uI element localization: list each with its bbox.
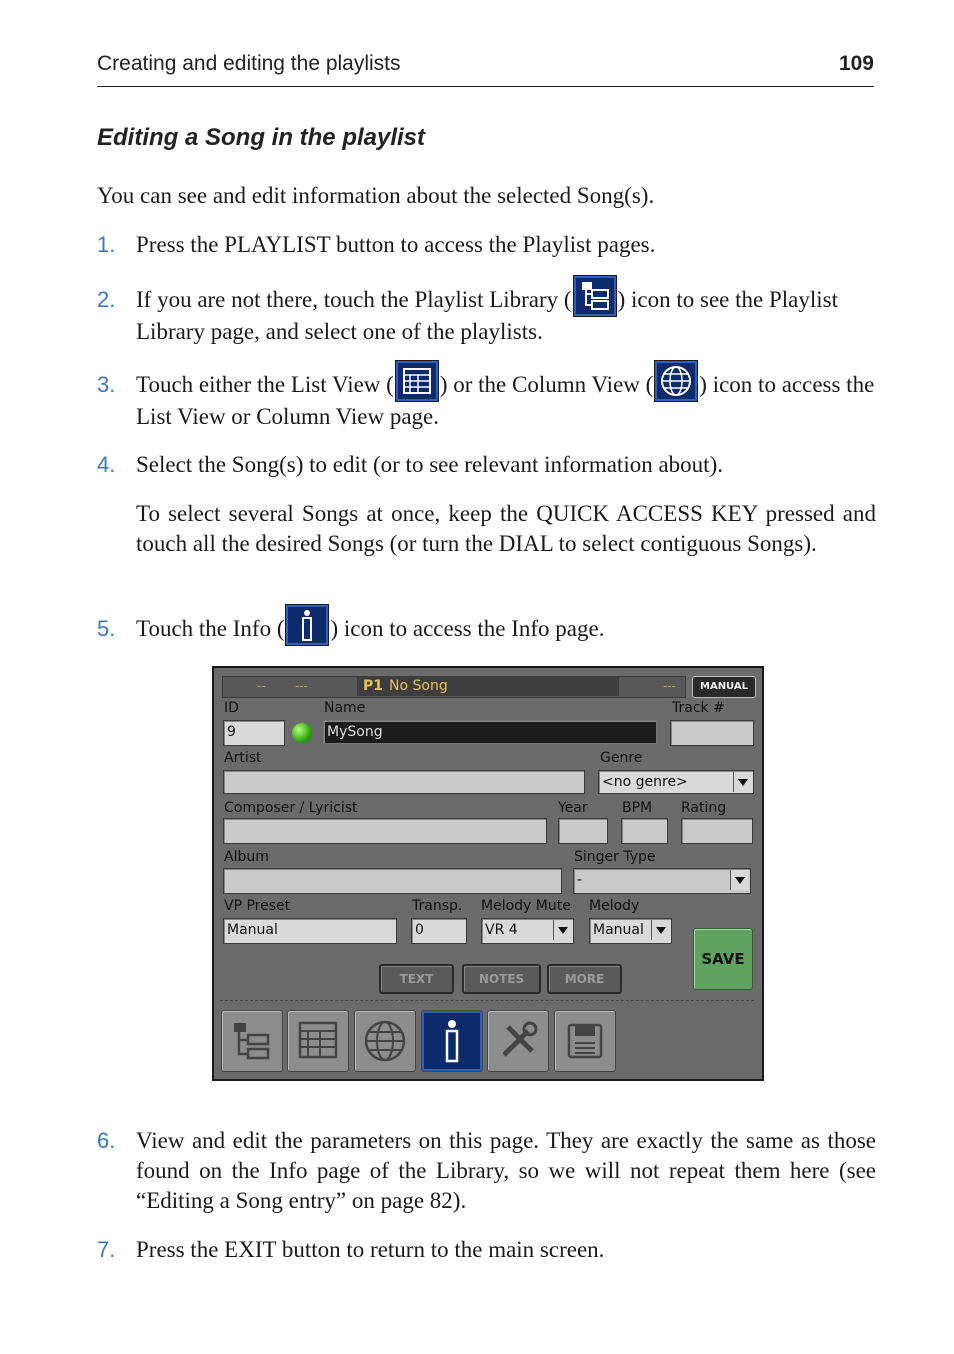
artist-label: Artist [224, 750, 262, 766]
track-label: Track # [672, 700, 725, 716]
transp-field[interactable]: 0 [411, 918, 467, 944]
info-icon [285, 604, 329, 646]
step-text: Press the EXIT button to return to the main screen. [136, 1237, 605, 1262]
info-icon[interactable] [421, 1010, 483, 1072]
save-disk-icon[interactable] [554, 1010, 616, 1072]
mode-badge[interactable]: MANUAL [692, 676, 756, 698]
melody-select[interactable] [589, 918, 672, 944]
playlist-library-icon[interactable] [221, 1010, 283, 1072]
album-label: Album [224, 849, 269, 865]
year-label: Year [558, 800, 588, 816]
step-number: 7. [97, 1237, 116, 1262]
step-text-part: ) icon to see the Playlist Library page, and select one of the playlists. [136, 287, 838, 344]
step-text-part: ) icon to access the Info page. [330, 616, 605, 641]
step-text: Press the PLAYLIST button to access the Playlist pages. [136, 232, 656, 257]
intro-paragraph: You can see and edit information about the selected Song(s). [97, 183, 655, 208]
transp-label: Transp. [412, 898, 463, 914]
step-number: 1. [97, 232, 116, 257]
column-view-icon [654, 360, 698, 402]
singer-type-label: Singer Type [574, 849, 656, 865]
name-field[interactable]: MySong [323, 720, 657, 744]
text-button[interactable]: TEXT [379, 964, 454, 994]
list-view-icon[interactable] [287, 1010, 349, 1072]
step-text [136, 614, 876, 646]
genre-select[interactable] [598, 770, 754, 794]
section-title: Editing a Song in the playlist [97, 124, 426, 151]
step-number: 5. [97, 616, 116, 641]
id-label: ID [224, 700, 239, 716]
step-text [136, 285, 876, 347]
melody-mute-label: Melody Mute [481, 898, 571, 914]
status-segment: --- [663, 679, 676, 693]
composer-label: Composer / Lyricist [224, 800, 358, 816]
step-number: 2. [97, 287, 116, 312]
song-name: No Song [389, 678, 448, 694]
step-number: 6. [97, 1128, 116, 1153]
step-number: 3. [97, 372, 116, 397]
status-segment: --- [295, 679, 308, 693]
save-button[interactable]: SAVE [693, 928, 753, 990]
notes-button[interactable]: NOTES [462, 964, 541, 994]
playlist-library-icon [573, 275, 617, 317]
step-note: To select several Songs at once, keep the QUICK ACCESS KEY pressed and touch all the desired Songs (or turn the DIAL to select contiguous Songs). [136, 501, 876, 556]
genre-value: <no genre> [602, 774, 688, 790]
singer-type-value: - [577, 872, 583, 888]
step-text: View and edit the parameters on this page. They are exactly the same as those found on the Info page of the Library, so we will not repeat them here (see “Editing a Song entry” on page 82). [136, 1128, 876, 1213]
column-view-icon[interactable] [354, 1010, 416, 1072]
melody-mute-value: VR 4 [485, 922, 518, 938]
track-field[interactable] [670, 720, 754, 746]
melody-value: Manual [593, 922, 644, 938]
name-label: Name [324, 700, 366, 716]
dropdown-arrow-icon[interactable] [733, 772, 752, 792]
bpm-label: BPM [622, 800, 653, 816]
id-field[interactable]: 9 [223, 720, 285, 746]
list-view-icon [395, 360, 439, 402]
song-info-screen [212, 666, 764, 1081]
dropdown-arrow-icon[interactable] [553, 920, 572, 940]
step-number: 4. [97, 452, 116, 477]
current-song-display [357, 676, 619, 696]
more-button[interactable]: MORE [547, 964, 622, 994]
step-text: Select the Song(s) to edit (or to see relevant information about). [136, 452, 723, 477]
step-text [136, 370, 876, 432]
running-title: Creating and editing the playlists [97, 52, 401, 75]
page-number: 109 [838, 52, 874, 75]
rating-label: Rating [681, 800, 727, 816]
page-header [97, 52, 874, 87]
dropdown-arrow-icon[interactable] [730, 870, 749, 890]
vp-preset-field[interactable]: Manual [223, 918, 397, 944]
singer-type-select[interactable] [573, 868, 751, 894]
vp-preset-label: VP Preset [224, 898, 291, 914]
step-text-part: ) or the Column View ( [439, 372, 654, 397]
step-text-part: Touch the Info ( [136, 616, 285, 641]
step-text-part: Touch either the List View ( [136, 372, 394, 397]
melody-label: Melody [589, 898, 640, 914]
melody-mute-select[interactable] [481, 918, 574, 944]
composer-field[interactable] [223, 818, 547, 844]
status-led [292, 723, 312, 743]
genre-label: Genre [600, 750, 643, 766]
rating-field[interactable] [681, 818, 753, 844]
song-status-bar [222, 676, 686, 698]
status-segment: -- [257, 679, 266, 693]
year-field[interactable] [558, 818, 608, 844]
bpm-field[interactable] [621, 818, 668, 844]
artist-field[interactable] [223, 770, 585, 794]
divider [220, 1000, 754, 1001]
song-slot: P1 [363, 678, 384, 694]
step-text-part: If you are not there, touch the Playlist Library ( [136, 287, 572, 312]
step-text-part: ) icon to access the List View or Column View page. [136, 372, 875, 429]
album-field[interactable] [223, 868, 562, 894]
dropdown-arrow-icon[interactable] [651, 920, 670, 940]
tools-icon[interactable] [487, 1010, 549, 1072]
